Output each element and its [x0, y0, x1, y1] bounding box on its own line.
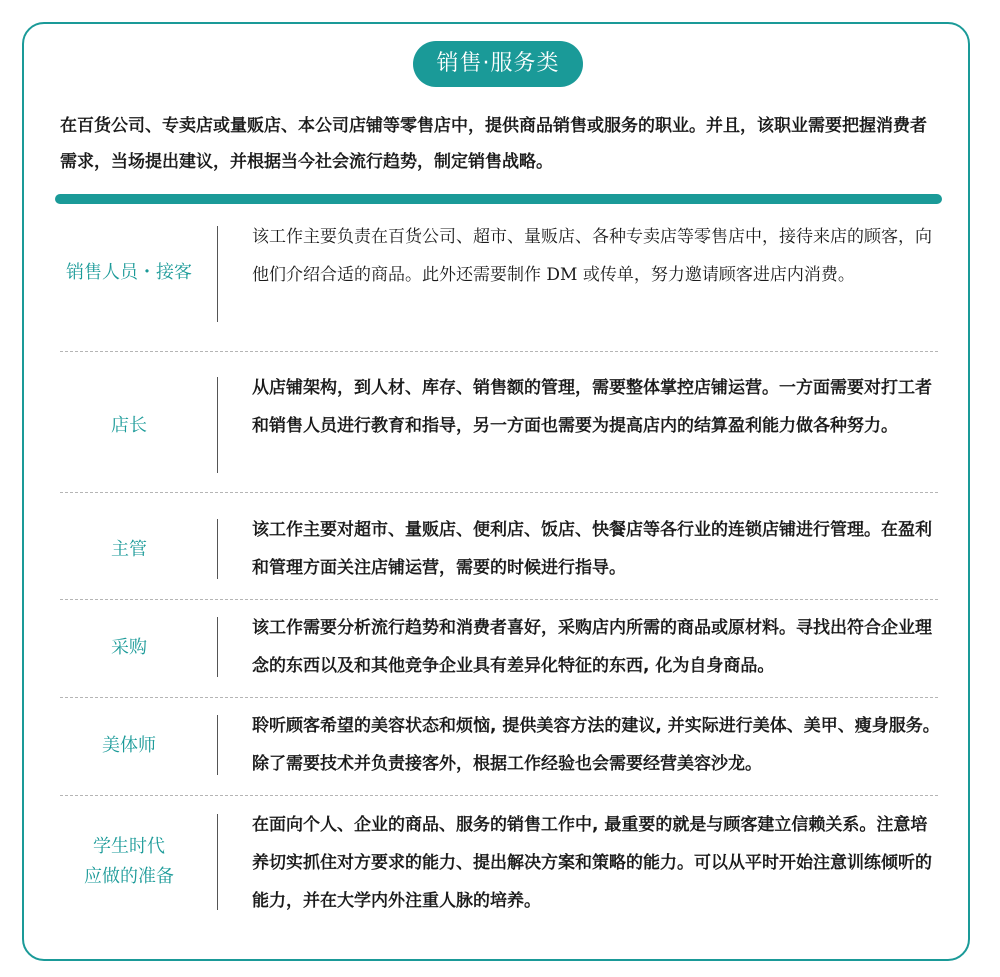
job-label — [60, 832, 198, 892]
job-label: 销售人员・接客 — [66, 262, 192, 283]
job-label: 主管 — [111, 539, 147, 560]
job-description: 聆听顾客希望的美容状态和烦恼, 提供美容方法的建议, 并实际进行美体、美甲、瘦身服务。除了需要技术并负责接客外，根据工作经验也会需要经营美容沙龙。 — [252, 716, 940, 774]
job-label-line: 学生时代 — [93, 836, 165, 857]
row-separator — [217, 226, 218, 322]
section-title: 销售·服务类 — [413, 41, 583, 87]
row-divider — [60, 492, 938, 493]
job-row-supervisor — [60, 511, 938, 589]
job-description: 该工作需要分析流行趋势和消费者喜好，采购店内所需的商品或原材料。寻找出符合企业理念的东西以及和其他竞争企业具有差异化特征的东西, 化为自身商品。 — [252, 618, 932, 676]
job-label-line: 应做的准备 — [84, 866, 174, 887]
job-description: 从店铺架构，到人材、库存、销售额的管理，需要整体掌控店铺运营。一方面需要对打工者和销售人员进行教育和指导，另一方面也需要为提高店内的结算盈利能力做各种努力。 — [252, 378, 932, 436]
header-divider — [55, 194, 942, 204]
row-divider — [60, 697, 938, 698]
job-row-buyer — [60, 609, 938, 687]
job-description: 在面向个人、企业的商品、服务的销售工作中, 最重要的就是与顾客建立信赖关系。注意培养切实抓住对方要求的能力、提出解决方案和策略的能力。可以从平时开始注意训练倾听的能力，并在大学内外注重人脉的培养。 — [252, 815, 932, 911]
job-row-sales — [60, 218, 938, 338]
job-row-student-prep — [60, 806, 938, 922]
row-separator — [217, 519, 218, 579]
job-description: 该工作主要负责在百货公司、超市、量贩店、各种专卖店等零售店中，接待来店的顾客，向他们介绍合适的商品。此外还需要制作 DM 或传单，努力邀请顾客进店内消费。 — [252, 227, 932, 285]
job-label: 店长 — [111, 415, 147, 436]
row-separator — [217, 715, 218, 775]
job-row-beautician — [60, 707, 938, 785]
job-label: 采购 — [111, 637, 147, 658]
row-separator — [217, 814, 218, 910]
row-divider — [60, 795, 938, 796]
job-row-store-manager — [60, 369, 938, 485]
row-divider — [60, 351, 938, 352]
job-label: 美体师 — [102, 735, 156, 756]
job-description: 该工作主要对超市、量贩店、便利店、饭店、快餐店等各行业的连锁店铺进行管理。在盈利和管理方面关注店铺运营，需要的时候进行指导。 — [252, 520, 932, 578]
row-divider — [60, 599, 938, 600]
intro-text: 在百货公司、专卖店或量贩店、本公司店铺等零售店中，提供商品销售或服务的职业。并且，该职业需要把握消费者需求，当场提出建议，并根据当今社会流行趋势，制定销售战略。 — [60, 116, 927, 172]
row-separator — [217, 377, 218, 473]
row-separator — [217, 617, 218, 677]
